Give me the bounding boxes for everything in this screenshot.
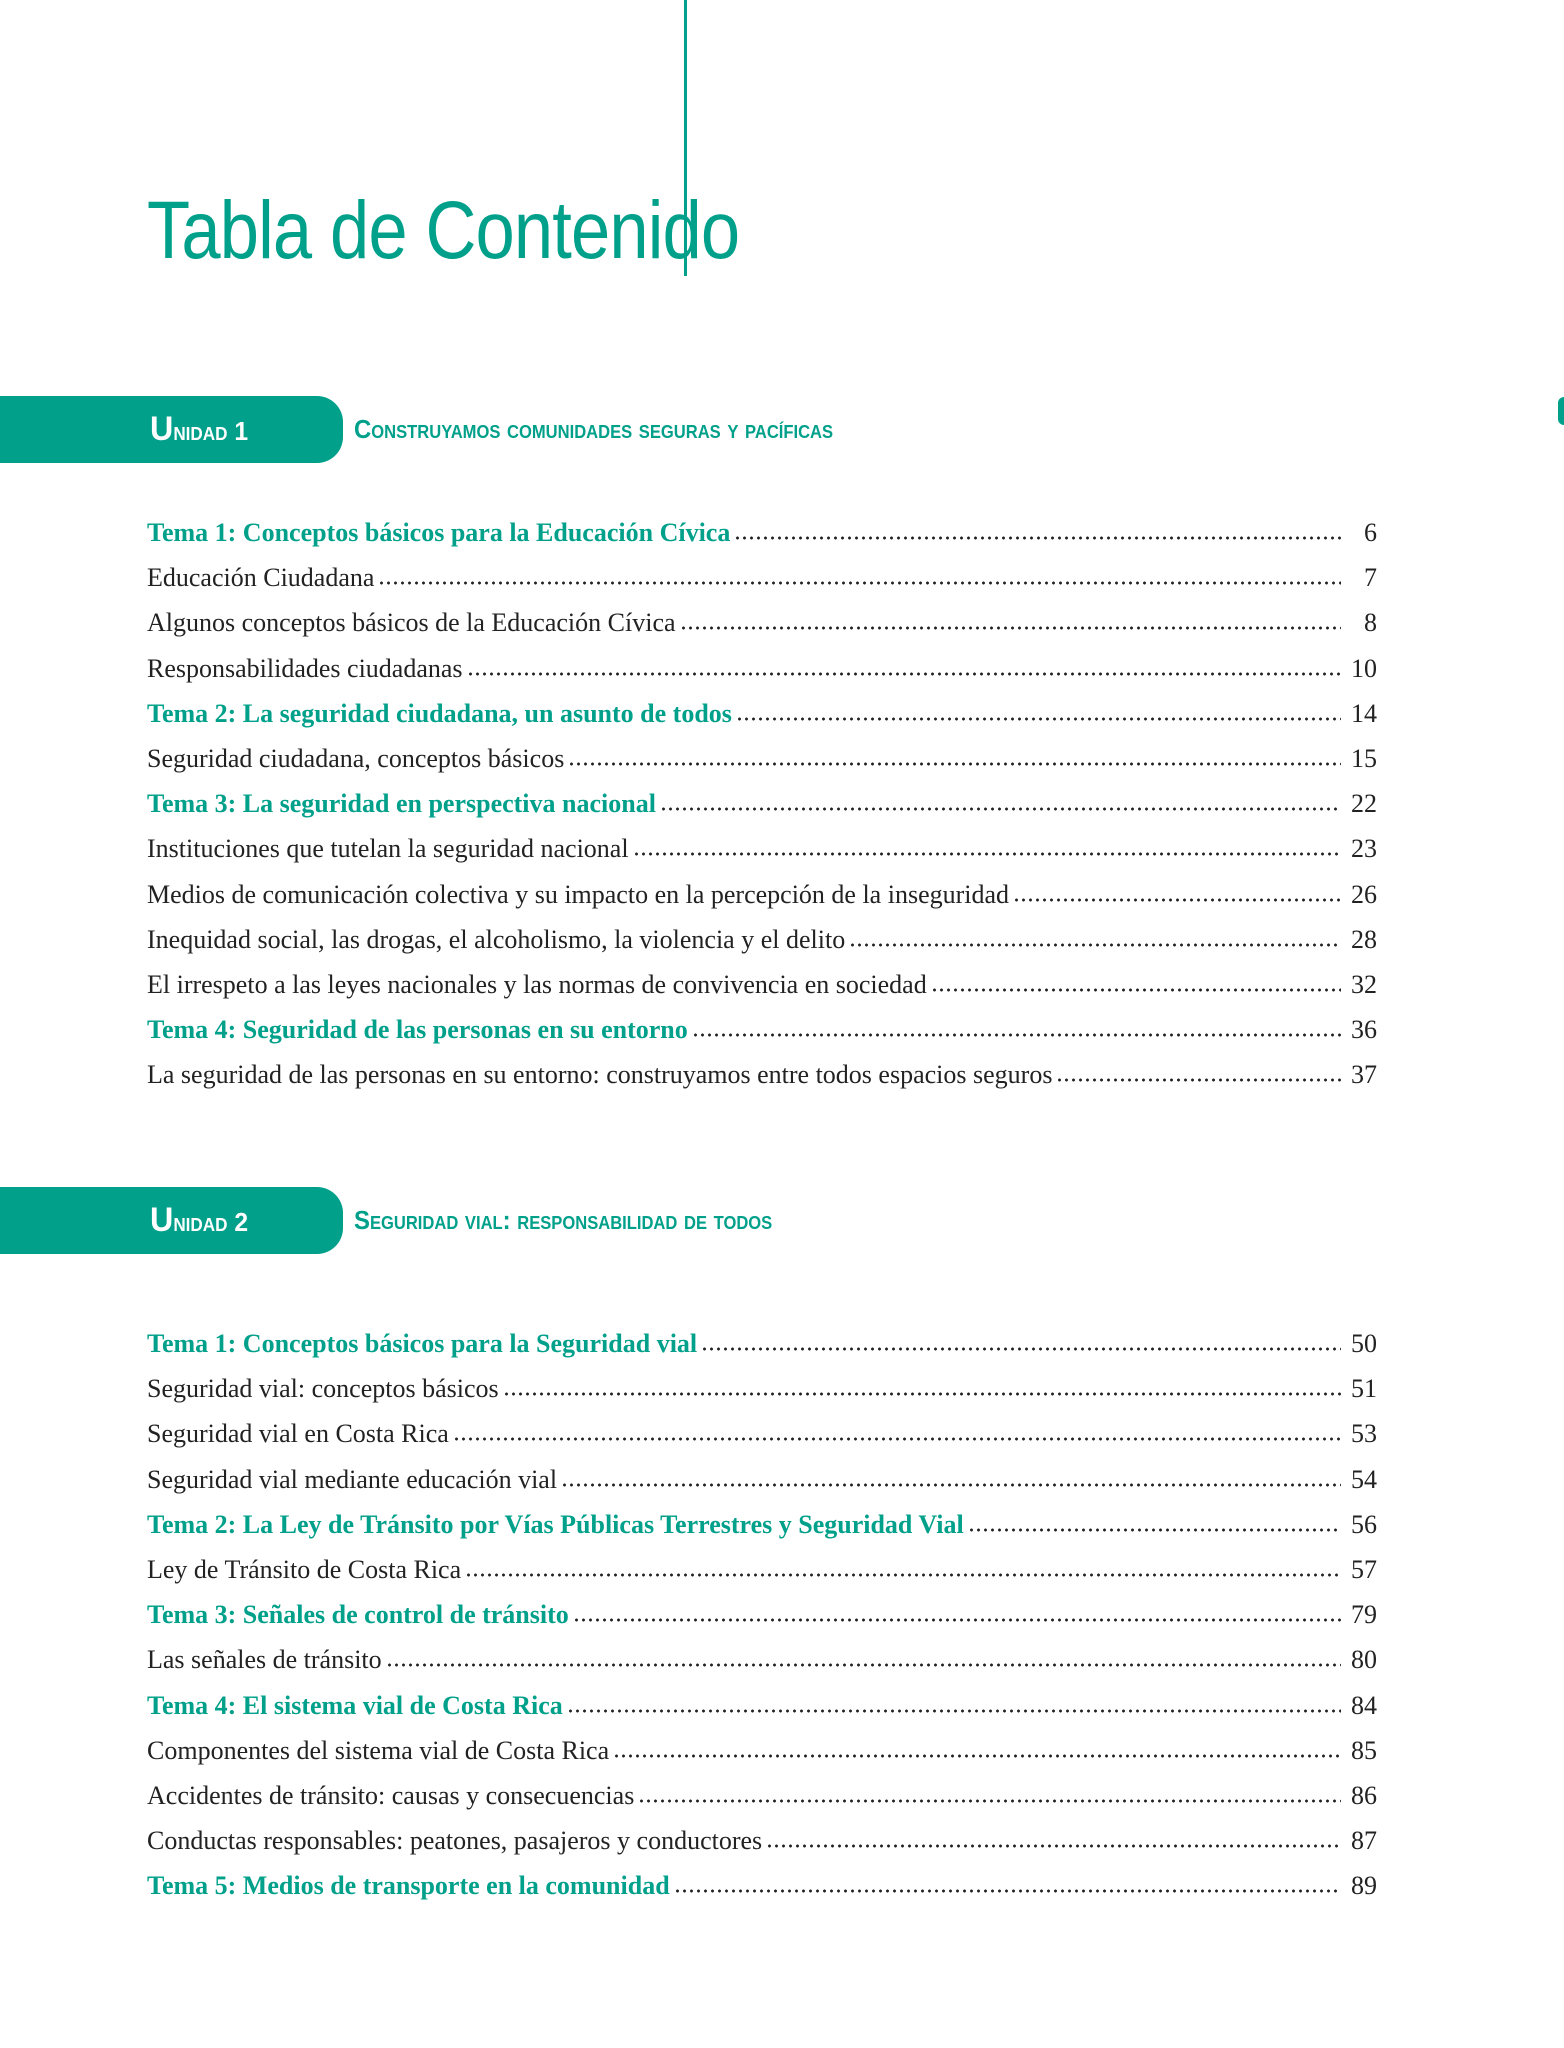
page-number: 56 [1351,1509,1377,1539]
toc-topic-entry[interactable] [147,1871,1377,1916]
entry-title: Conductas responsables: peatones, pasajeros y conductores [147,1826,763,1856]
unit-2-label-initial: U [150,1201,174,1239]
leader-dots [660,806,1341,812]
entry-title: Medios de comunicación colectiva y su impacto en la percepción de la inseguridad [147,879,1010,909]
entry-title: Componentes del sistema vial de Costa Rica [147,1735,610,1765]
toc-entry[interactable] [147,608,1377,653]
toc-topic-entry[interactable] [147,699,1377,744]
page-number: 15 [1351,743,1377,773]
leader-dots [968,1527,1341,1533]
entry-title: Accidentes de tránsito: causas y consecuencias [147,1780,635,1810]
page-title: Tabla de Contenido [147,185,740,276]
entry-title: Seguridad vial en Costa Rica [147,1419,449,1449]
leader-dots [638,1798,1341,1804]
page-number: 51 [1351,1374,1377,1404]
page-number: 57 [1351,1554,1377,1584]
entry-title: Seguridad ciudadana, conceptos básicos [147,743,565,773]
toc-entry[interactable] [147,1465,1377,1510]
entry-title: Tema 3: La seguridad en perspectiva nacional [147,789,656,819]
page-number: 79 [1351,1600,1377,1630]
leader-dots [573,1617,1341,1623]
leader-dots [931,987,1341,993]
leader-dots [568,761,1341,767]
toc-topic-entry[interactable] [147,1015,1377,1060]
leader-dots [503,1391,1341,1397]
page-number: 53 [1351,1419,1377,1449]
unit-1-toc [147,518,1377,1105]
entry-title: Seguridad vial mediante educación vial [147,1464,558,1494]
page-number: 80 [1351,1645,1377,1675]
entry-title: Seguridad vial: conceptos básicos [147,1374,499,1404]
entry-title: Tema 4: Seguridad de las personas en su entorno [147,1015,688,1045]
entry-title: Tema 5: Medios de transporte en la comunidad [147,1871,670,1901]
toc-entry[interactable] [147,1781,1377,1826]
entry-title: Responsabilidades ciudadanas [147,653,463,683]
page-number: 50 [1351,1329,1377,1358]
toc-topic-entry[interactable] [147,1510,1377,1555]
unit-1-heading: Construyamos comunidades seguras y pacíficas [354,414,834,444]
page-number: 7 [1364,563,1377,593]
leader-dots [561,1482,1341,1488]
entry-title: Inequidad social, las drogas, el alcoholismo, la violencia y el delito [147,924,846,954]
leader-dots [734,535,1341,541]
entry-title: Tema 2: La Ley de Tránsito por Vías Públicas Terrestres y Seguridad Vial [147,1509,964,1539]
page-number: 36 [1351,1015,1377,1045]
leader-dots [736,716,1341,722]
unit-2-label-rest: nidad 2 [173,1207,249,1237]
unit-2-heading: Seguridad vial: responsabilidad de todos [354,1205,773,1235]
toc-topic-entry[interactable] [147,1329,1377,1374]
page-number: 84 [1351,1690,1377,1720]
page-number: 85 [1351,1735,1377,1765]
toc-entry[interactable] [147,925,1377,970]
leader-dots [1056,1077,1341,1083]
leader-dots [453,1436,1341,1442]
page-number: 28 [1351,924,1377,954]
leader-dots [465,1572,1341,1578]
page-number: 6 [1364,518,1377,547]
page-edge-tab [1558,397,1564,425]
page-number: 32 [1351,969,1377,999]
entry-title: El irrespeto a las leyes nacionales y las normas de convivencia en sociedad [147,969,927,999]
leader-dots [567,1708,1341,1714]
toc-entry[interactable] [147,1736,1377,1781]
page-number: 14 [1351,698,1377,728]
page-number: 8 [1364,608,1377,638]
unit-1-label-initial: U [150,410,174,448]
toc-entry[interactable] [147,1374,1377,1419]
toc-topic-entry[interactable] [147,518,1377,563]
toc-entry[interactable] [147,563,1377,608]
page-number: 86 [1351,1780,1377,1810]
toc-entry[interactable] [147,970,1377,1015]
toc-topic-entry[interactable] [147,789,1377,834]
toc-entry[interactable] [147,654,1377,699]
toc-entry[interactable] [147,1060,1377,1105]
leader-dots [386,1662,1341,1668]
unit-2-toc [147,1329,1377,1916]
toc-topic-entry[interactable] [147,1691,1377,1736]
page-number: 37 [1351,1060,1377,1090]
entry-title: Tema 1: Conceptos básicos para la Educación Cívica [147,518,731,547]
page-number: 89 [1351,1871,1377,1901]
page-number: 23 [1351,834,1377,864]
page-number: 26 [1351,879,1377,909]
entry-title: Tema 4: El sistema vial de Costa Rica [147,1690,563,1720]
page-number: 22 [1351,789,1377,819]
leader-dots [674,1888,1341,1894]
entry-title: Las señales de tránsito [147,1645,382,1675]
toc-entry[interactable] [147,880,1377,925]
entry-title: La seguridad de las personas en su entorno: construyamos entre todos espacios seguros [147,1060,1053,1090]
unit-1-label-rest: nidad 1 [173,416,249,446]
leader-dots [633,851,1341,857]
leader-dots [701,1346,1341,1352]
page-number: 54 [1351,1464,1377,1494]
toc-topic-entry[interactable] [147,1600,1377,1645]
leader-dots [766,1843,1341,1849]
toc-entry[interactable] [147,834,1377,879]
entry-title: Educación Ciudadana [147,563,375,593]
page-number: 87 [1351,1826,1377,1856]
entry-title: Ley de Tránsito de Costa Rica [147,1554,462,1584]
toc-entry[interactable] [147,1419,1377,1464]
leader-dots [849,942,1341,948]
entry-title: Instituciones que tutelan la seguridad nacional [147,834,629,864]
page-number: 10 [1351,653,1377,683]
toc-entry[interactable] [147,1555,1377,1600]
toc-entry[interactable] [147,744,1377,789]
leader-dots [692,1032,1341,1038]
entry-title: Tema 3: Señales de control de tránsito [147,1600,569,1630]
leader-dots [613,1753,1341,1759]
leader-dots [467,671,1341,677]
entry-title: Tema 2: La seguridad ciudadana, un asunto de todos [147,698,732,728]
toc-entry[interactable] [147,1826,1377,1871]
unit-2-label [150,1187,248,1256]
leader-dots [680,625,1341,631]
leader-dots [378,580,1341,586]
unit-1-label [150,396,248,465]
toc-entry[interactable] [147,1645,1377,1690]
entry-title: Algunos conceptos básicos de la Educación Cívica [147,608,676,638]
entry-title: Tema 1: Conceptos básicos para la Seguridad vial [147,1329,698,1358]
leader-dots [1013,897,1341,903]
